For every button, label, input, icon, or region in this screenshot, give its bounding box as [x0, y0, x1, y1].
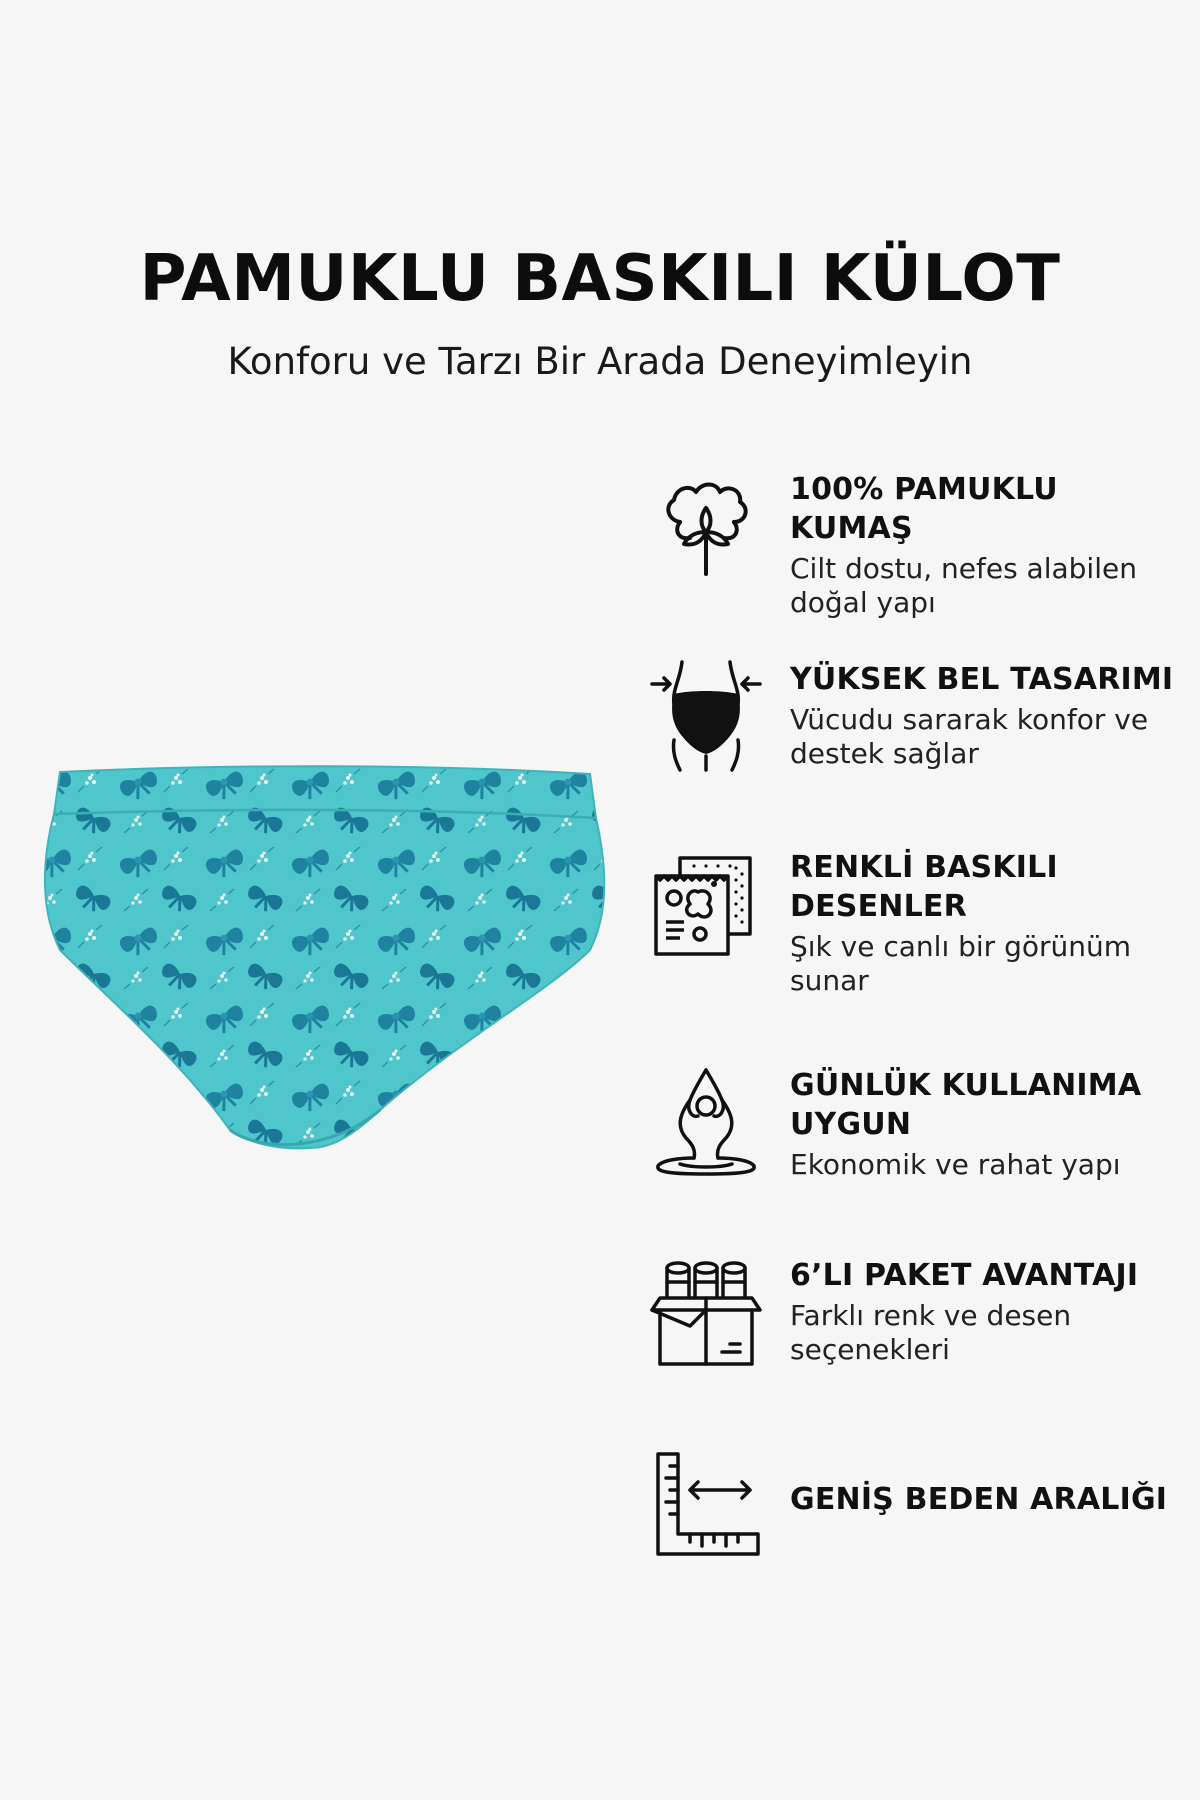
package-box-icon	[650, 1256, 762, 1368]
briefs-illustration	[30, 760, 620, 1180]
size-ruler-icon	[650, 1450, 762, 1562]
feature-title: 100% PAMUKLU KUMAŞ	[790, 472, 1058, 546]
feature-title: RENKLİ BASKILI DESENLER	[790, 850, 1058, 924]
page-title: PAMUKLU BASKILI KÜLOT	[139, 242, 1061, 316]
product-image	[30, 760, 620, 1180]
page-subtitle: Konforu ve Tarzı Bir Arada Deneyimleyin	[227, 340, 973, 383]
cotton-flower-icon	[650, 470, 762, 582]
feature-title: 6’LI PAKET AVANTAJI	[790, 1258, 1139, 1293]
feature-title: YÜKSEK BEL TASARIMI	[790, 662, 1174, 697]
feature-description: Şık ve canlı bir görünüm sunar	[790, 930, 1132, 997]
feature-pack-text	[790, 1256, 1190, 1367]
feature-description: Ekonomik ve rahat yapı	[790, 1148, 1121, 1181]
feature-high-waist-text	[790, 660, 1190, 771]
high-waist-icon	[650, 660, 762, 772]
feature-printed-text	[790, 848, 1190, 998]
feature-description: Cilt dostu, nefes alabilen doğal yapı	[790, 552, 1137, 619]
meditation-icon	[650, 1066, 762, 1178]
feature-title: GENİŞ BEDEN ARALIĞI	[790, 1482, 1168, 1517]
feature-description: Farklı renk ve desen seçenekleri	[790, 1299, 1072, 1366]
printed-fabric-icon	[650, 848, 762, 960]
feature-size-range-text	[790, 1480, 1190, 1519]
feature-daily-use-text	[790, 1066, 1190, 1182]
feature-description: Vücudu sararak konfor ve destek sağlar	[790, 703, 1149, 770]
feature-cotton-text	[790, 470, 1190, 620]
feature-title: GÜNLÜK KULLANIMA UYGUN	[790, 1068, 1142, 1142]
